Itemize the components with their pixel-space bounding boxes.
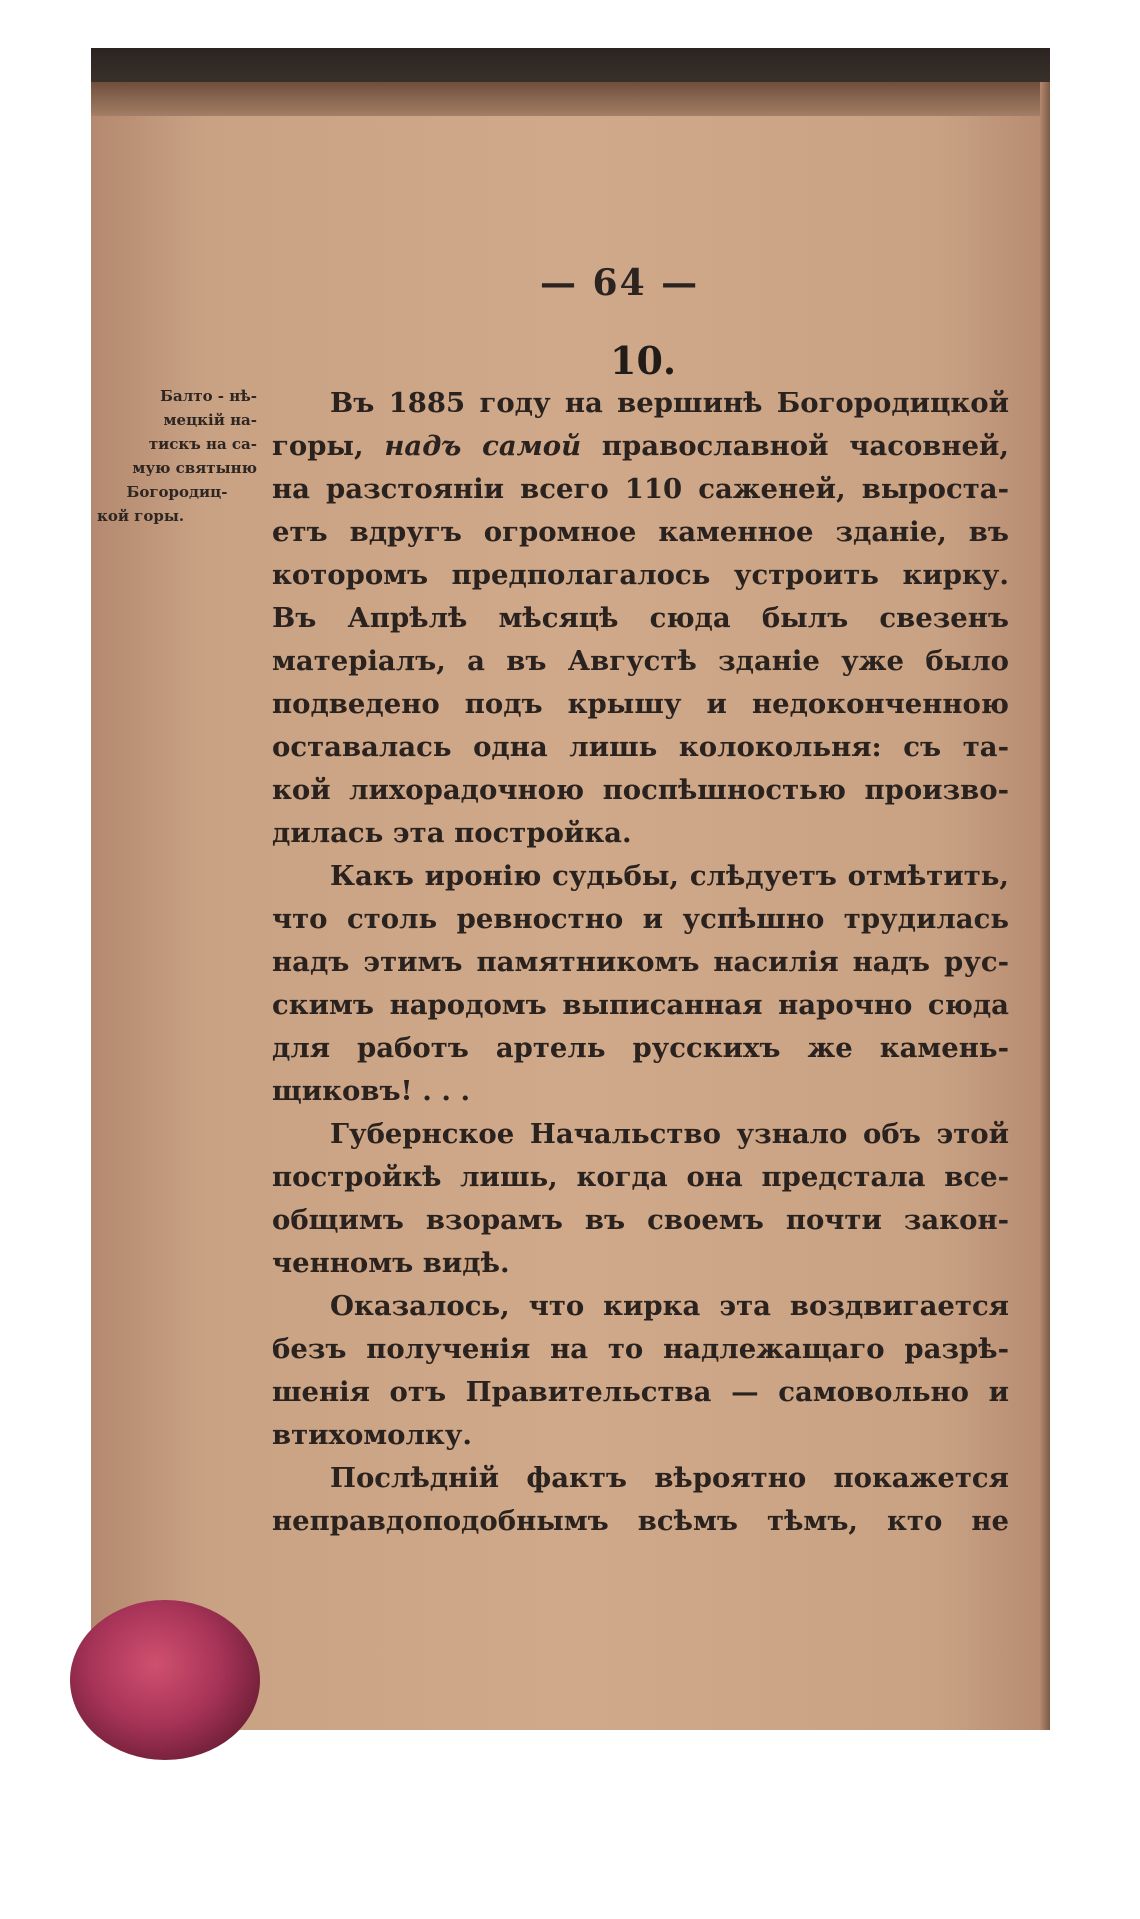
section-number: 10. xyxy=(610,338,677,383)
margin-note-line: мецкій на- xyxy=(163,411,257,429)
page-number: — 64 — xyxy=(540,262,700,304)
text-line: Послѣдній фактъ вѣроятно покажется xyxy=(330,1462,1009,1494)
text-line: Въ Апрѣлѣ мѣсяцѣ сюда былъ свезенъ xyxy=(272,602,1009,634)
text-line: которомъ предполагалось устроить кирку. xyxy=(272,559,1009,591)
text-line: шенія отъ Правительства — самовольно и xyxy=(272,1376,1009,1408)
text-line: дилась эта постройка. xyxy=(272,817,632,849)
text-line: Губернское Начальство узнало объ этой xyxy=(330,1118,1009,1150)
thumb-in-frame xyxy=(70,1600,260,1760)
text-line: постройкѣ лишь, когда она предстала все- xyxy=(272,1161,1009,1193)
text-line: Оказалось, что кирка эта воздвигается xyxy=(330,1290,1009,1322)
text-line: оставалась одна лишь колокольня: съ та- xyxy=(272,731,1009,763)
page-right-edge xyxy=(1040,82,1050,1730)
text-line: безъ полученія на то надлежащаго разрѣ- xyxy=(272,1333,1009,1365)
text-line: Въ 1885 году на вершинѣ Богородицкой xyxy=(330,387,1009,419)
text-line: Какъ иронію судьбы, слѣдуетъ отмѣтить, xyxy=(330,860,1009,892)
text-line: скимъ народомъ выписанная нарочно сюда xyxy=(272,989,1009,1021)
margin-note-line: кой горы. xyxy=(97,507,185,525)
text-line: что столь ревностно и успѣшно трудилась xyxy=(272,903,1009,935)
text-line: надъ этимъ памятникомъ насилія надъ рус- xyxy=(272,946,1009,978)
margin-note-line: мую святыню xyxy=(132,459,257,477)
text-line: втихомолку. xyxy=(272,1419,472,1451)
margin-note-line: тискъ на са- xyxy=(148,435,257,453)
text-line: ченномъ видѣ. xyxy=(272,1247,510,1279)
emphasis: надъ самой xyxy=(384,430,582,462)
margin-note xyxy=(97,384,257,528)
scan-dark-border xyxy=(91,48,1050,82)
text-line: для работъ артель русскихъ же камень- xyxy=(272,1032,1009,1064)
text-line: матеріалъ, а въ Августѣ зданіе уже было xyxy=(272,645,1009,677)
body-text xyxy=(272,382,1009,1543)
margin-note-line: Богородиц- xyxy=(126,483,228,501)
text-line: щиковъ! . . . xyxy=(272,1075,471,1107)
text-line: общимъ взорамъ въ своемъ почти закон- xyxy=(272,1204,1009,1236)
text-line: подведено подъ крышу и недоконченною xyxy=(272,688,1009,720)
margin-note-line: Балто - нѣ- xyxy=(160,387,257,405)
text-line: етъ вдругъ огромное каменное зданіе, въ xyxy=(272,516,1009,548)
text-line: кой лихорадочною поспѣшностью произво- xyxy=(272,774,1009,806)
text-line: на разстояніи всего 110 саженей, выроста- xyxy=(272,473,1009,505)
page-top-edge xyxy=(91,82,1050,116)
text-line: горы, надъ самой православной часовней, xyxy=(272,430,1009,462)
text-line: неправдоподобнымъ всѣмъ тѣмъ, кто не xyxy=(272,1505,1009,1537)
